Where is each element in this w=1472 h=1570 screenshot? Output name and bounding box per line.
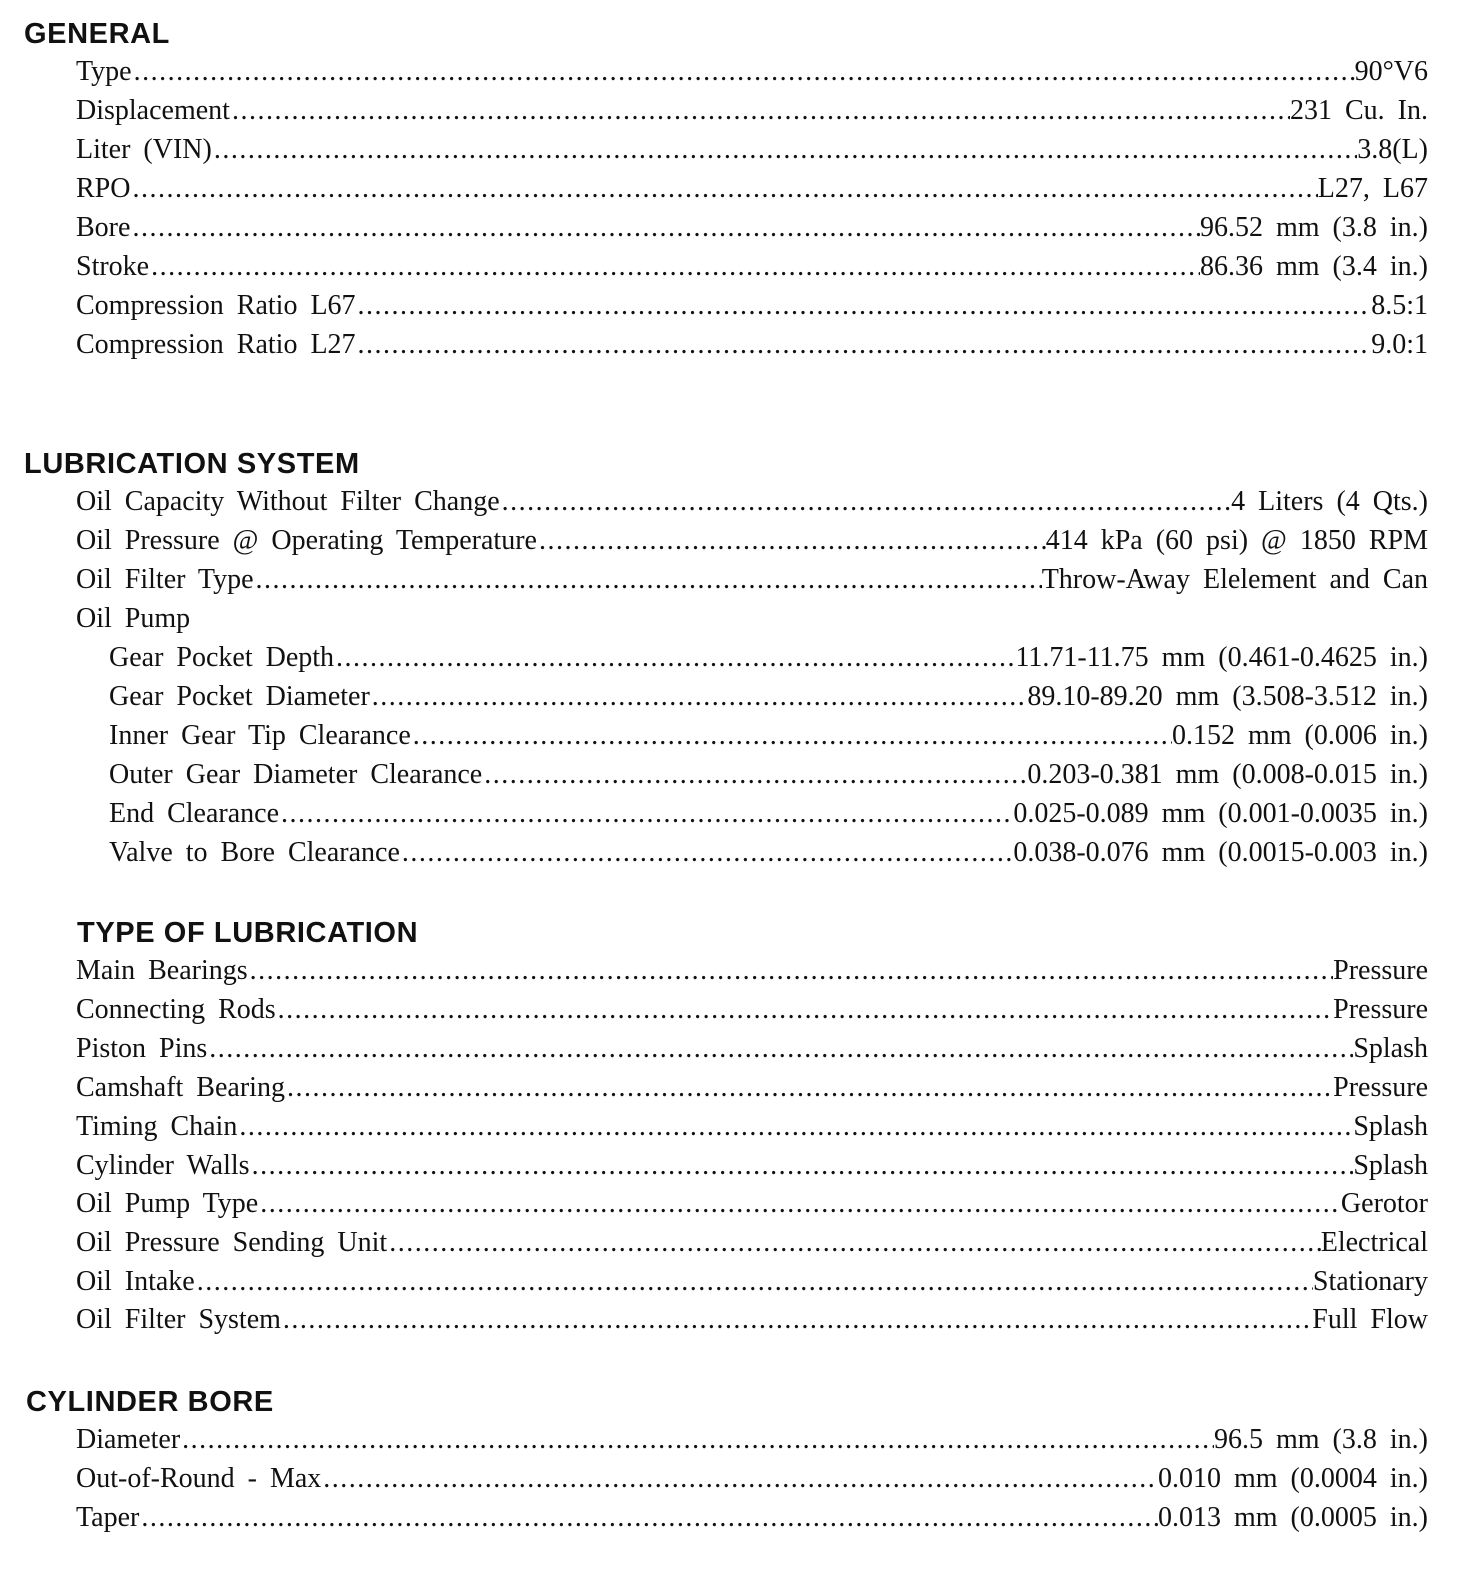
dot-leader xyxy=(132,54,1355,90)
spec-value: 96.52 mm (3.8 in.) xyxy=(1200,212,1428,243)
spec-label: Type xyxy=(76,56,132,87)
spec-label: Piston Pins xyxy=(76,1033,208,1064)
spec-value: 86.36 mm (3.4 in.) xyxy=(1200,251,1428,282)
dot-leader xyxy=(195,1264,1313,1300)
spec-label: Gear Pocket Diameter xyxy=(109,681,370,712)
spec-value: Stationary xyxy=(1312,1266,1428,1297)
spec-label: Camshaft Bearing xyxy=(76,1072,285,1103)
spec-row-oil-filter-system xyxy=(76,1302,1428,1338)
spec-row-compression-l67 xyxy=(76,288,1428,324)
spec-value: Throw-Away Elelement and Can xyxy=(1041,564,1428,595)
dot-leader xyxy=(411,718,1172,754)
spec-label: Valve to Bore Clearance xyxy=(109,837,400,868)
spec-label: Stroke xyxy=(76,251,150,282)
spec-value: Pressure xyxy=(1333,994,1428,1025)
spec-label: RPO xyxy=(76,173,131,204)
dot-leader xyxy=(285,1070,1333,1106)
spec-row-stroke xyxy=(76,249,1428,285)
spec-label: Gear Pocket Depth xyxy=(109,642,335,673)
spec-row-bore xyxy=(76,210,1428,246)
dot-leader xyxy=(281,1302,1312,1338)
spec-value: 89.10-89.20 mm (3.508-3.512 in.) xyxy=(1027,681,1428,712)
spec-value: 3.8(L) xyxy=(1357,134,1428,165)
spec-label: Liter (VIN) xyxy=(76,134,212,165)
dot-leader xyxy=(237,1109,1353,1145)
spec-row-camshaft-bearing xyxy=(76,1070,1428,1106)
section-title-cylinder-bore: CYLINDER BORE xyxy=(26,1386,274,1418)
spec-value: 0.025-0.089 mm (0.001-0.0035 in.) xyxy=(1013,798,1428,829)
dot-leader xyxy=(130,210,1200,246)
spec-value: 0.013 mm (0.0005 in.) xyxy=(1158,1502,1428,1533)
spec-value: Pressure xyxy=(1333,955,1428,986)
spec-row-oil-pump xyxy=(76,601,1428,637)
spec-value: 11.71-11.75 mm (0.461-0.4625 in.) xyxy=(1015,642,1428,673)
dot-leader xyxy=(537,523,1046,559)
spec-row-main-bearings xyxy=(76,953,1428,989)
spec-label: Displacement xyxy=(76,95,230,126)
dot-leader xyxy=(321,1461,1158,1497)
spec-label: Compression Ratio L67 xyxy=(76,290,356,321)
dot-leader xyxy=(139,1500,1158,1536)
spec-row-oil-pressure-sending-unit xyxy=(76,1225,1428,1261)
spec-row-type xyxy=(76,54,1428,90)
spec-row-liter-vin xyxy=(76,132,1428,168)
section-title-lubrication-system: LUBRICATION SYSTEM xyxy=(24,448,360,480)
spec-label: Timing Chain xyxy=(76,1111,238,1142)
spec-row-end-clearance xyxy=(109,796,1428,832)
dot-leader xyxy=(130,171,1317,207)
spec-value: 9.0:1 xyxy=(1371,329,1428,360)
spec-label: Oil Filter Type xyxy=(76,564,254,595)
spec-row-oil-intake xyxy=(76,1264,1428,1300)
spec-label: End Clearance xyxy=(109,798,280,829)
spec-row-valve-to-bore xyxy=(109,835,1428,871)
spec-label: Inner Gear Tip Clearance xyxy=(109,720,411,751)
dot-leader xyxy=(180,1422,1214,1458)
dot-leader xyxy=(356,327,1372,363)
spec-row-gear-pocket-depth xyxy=(109,640,1428,676)
spec-label: Cylinder Walls xyxy=(76,1150,250,1181)
spec-row-oil-filter-type xyxy=(76,562,1428,598)
dot-leader xyxy=(400,835,1013,871)
spec-label: Oil Filter System xyxy=(76,1304,281,1335)
spec-value: L27, L67 xyxy=(1317,173,1428,204)
spec-row-oil-pressure xyxy=(76,523,1428,559)
dot-leader xyxy=(149,249,1200,285)
spec-row-connecting-rods xyxy=(76,992,1428,1028)
spec-row-cylinder-walls xyxy=(76,1148,1428,1184)
section-title-general: GENERAL xyxy=(24,18,170,50)
section-title-type-of-lubrication: TYPE OF LUBRICATION xyxy=(77,917,419,949)
spec-value: Gerotor xyxy=(1340,1188,1428,1219)
dot-leader xyxy=(207,1031,1353,1067)
spec-label: Bore xyxy=(76,212,131,243)
spec-value: 0.038-0.076 mm (0.0015-0.003 in.) xyxy=(1013,837,1428,868)
spec-row-taper xyxy=(76,1500,1428,1536)
spec-value: 0.203-0.381 mm (0.008-0.015 in.) xyxy=(1027,759,1428,790)
dot-leader xyxy=(500,484,1232,520)
dot-leader xyxy=(482,757,1027,793)
spec-row-compression-l27 xyxy=(76,327,1428,363)
spec-value: 414 kPa (60 psi) @ 1850 RPM xyxy=(1045,525,1428,556)
spec-value: Electrical xyxy=(1320,1227,1428,1258)
spec-row-gear-pocket-diameter xyxy=(109,679,1428,715)
dot-leader xyxy=(258,1186,1341,1222)
dot-leader xyxy=(212,132,1357,168)
spec-value: 90°V6 xyxy=(1354,56,1428,87)
spec-value: Splash xyxy=(1353,1033,1428,1064)
spec-value: 96.5 mm (3.8 in.) xyxy=(1214,1424,1428,1455)
spec-label: Outer Gear Diameter Clearance xyxy=(109,759,483,790)
dot-leader xyxy=(254,562,1042,598)
spec-row-timing-chain xyxy=(76,1109,1428,1145)
spec-row-piston-pins xyxy=(76,1031,1428,1067)
spec-value: 0.152 mm (0.006 in.) xyxy=(1172,720,1428,751)
spec-value: Pressure xyxy=(1333,1072,1428,1103)
spec-label: Compression Ratio L27 xyxy=(76,329,356,360)
spec-label: Oil Pressure Sending Unit xyxy=(76,1227,388,1258)
spec-value: Splash xyxy=(1353,1111,1428,1142)
spec-value: 0.010 mm (0.0004 in.) xyxy=(1158,1463,1428,1494)
spec-value: 8.5:1 xyxy=(1371,290,1428,321)
spec-row-inner-gear-tip xyxy=(109,718,1428,754)
dot-leader xyxy=(356,288,1372,324)
spec-label: Taper xyxy=(76,1502,140,1533)
dot-leader xyxy=(279,796,1013,832)
spec-row-out-of-round xyxy=(76,1461,1428,1497)
spec-label: Main Bearings xyxy=(76,955,248,986)
spec-row-diameter xyxy=(76,1422,1428,1458)
spec-label: Oil Pressure @ Operating Temperature xyxy=(76,525,537,556)
dot-leader xyxy=(334,640,1015,676)
dot-leader xyxy=(387,1225,1321,1261)
spec-subheading: Oil Pump xyxy=(76,603,191,634)
dot-leader xyxy=(250,1148,1354,1184)
dot-leader xyxy=(230,93,1290,129)
spec-row-displacement xyxy=(76,93,1428,129)
dot-leader xyxy=(248,953,1333,989)
spec-label: Oil Capacity Without Filter Change xyxy=(76,486,500,517)
spec-value: Splash xyxy=(1353,1150,1428,1181)
dot-leader xyxy=(370,679,1028,715)
spec-value: 231 Cu. In. xyxy=(1290,95,1428,126)
spec-label: Connecting Rods xyxy=(76,994,276,1025)
spec-row-oil-capacity xyxy=(76,484,1428,520)
dot-leader xyxy=(276,992,1333,1028)
spec-label: Diameter xyxy=(76,1424,181,1455)
spec-label: Oil Pump Type xyxy=(76,1188,259,1219)
spec-value: 4 Liters (4 Qts.) xyxy=(1231,486,1428,517)
spec-row-outer-gear-diameter xyxy=(109,757,1428,793)
spec-value: Full Flow xyxy=(1312,1304,1428,1335)
spec-label: Oil Intake xyxy=(76,1266,195,1297)
spec-row-rpo xyxy=(76,171,1428,207)
spec-row-oil-pump-type xyxy=(76,1186,1428,1222)
spec-label: Out-of-Round - Max xyxy=(76,1463,322,1494)
